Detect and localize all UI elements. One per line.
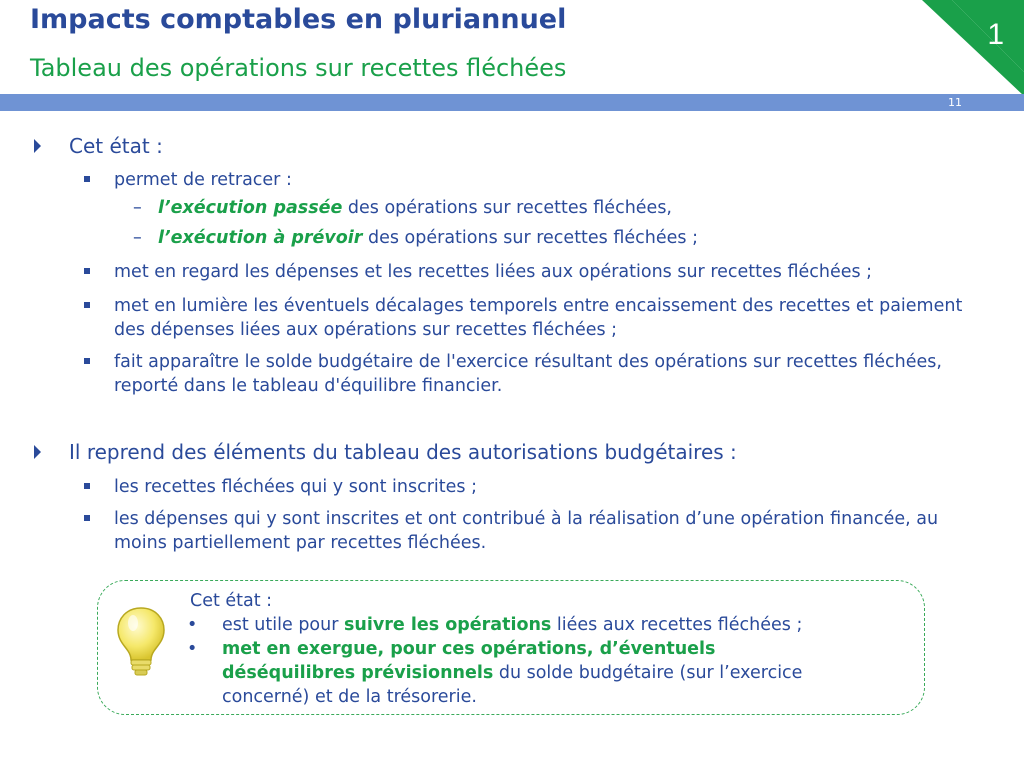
square-bullet-icon: [84, 268, 90, 274]
section2-item2: les dépenses qui y sont inscrites et ont contribué à la réalisation d’une opération financée, au moins partiellement par recettes fléchées.: [114, 509, 939, 553]
dash-bullet: –: [133, 198, 142, 218]
callout-intro: Cet état :: [190, 591, 273, 611]
callout-item2-line2: [222, 663, 802, 683]
section1-item1: permet de retracer :: [114, 170, 292, 190]
callout-bullet: •: [187, 639, 198, 659]
callout-item2-emphasis: met en exergue, pour ces opérations, d’éventuels: [222, 639, 716, 659]
callout-bullet: •: [187, 615, 198, 635]
sub1-emphasis: l’exécution passée: [158, 198, 343, 218]
sub2-text: des opérations sur recettes fléchées ;: [362, 228, 698, 248]
dash-bullet: –: [133, 228, 142, 248]
header-band: [0, 94, 1024, 111]
lightbulb-icon: [115, 605, 167, 677]
bullet-arrow-icon: [34, 445, 41, 459]
page-subtitle: Tableau des opérations sur recettes fléchées: [30, 54, 567, 82]
section1-item2: met en regard les dépenses et les recettes liées aux opérations sur recettes fléchées ;: [114, 262, 873, 282]
section1-sub2: [158, 228, 698, 248]
section2-heading: Il reprend des éléments du tableau des autorisations budgétaires :: [69, 440, 737, 464]
section1-heading: Cet état :: [69, 134, 163, 158]
section1-item3: met en lumière les éventuels décalages temporels entre encaissement des recettes et paiement des dépenses liées aux opérations sur recettes fléchées ;: [114, 296, 963, 340]
callout-item1-pre: est utile pour: [222, 615, 344, 635]
section-number: 1: [987, 18, 1004, 51]
callout-item2-emphasis2: déséquilibres prévisionnels: [222, 663, 494, 683]
section1-item4: fait apparaître le solde budgétaire de l'exercice résultant des opérations sur recettes fléchées, reporté dans le tableau d'équilibre financier.: [114, 352, 942, 396]
callout-item2-line1: [222, 639, 715, 659]
square-bullet-icon: [84, 358, 90, 364]
section1-sub1: [158, 198, 672, 218]
callout-item1-emphasis: suivre les opérations: [343, 615, 552, 635]
corner-ribbon: [922, 0, 1024, 96]
section2-item1: les recettes fléchées qui y sont inscrites ;: [114, 477, 477, 497]
square-bullet-icon: [84, 176, 90, 182]
square-bullet-icon: [84, 515, 90, 521]
bullet-arrow-icon: [34, 139, 41, 153]
callout-item2-line3: concerné) et de la trésorerie.: [222, 687, 477, 707]
callout-item1: [222, 615, 802, 635]
slide-number: 11: [948, 96, 962, 109]
square-bullet-icon: [84, 483, 90, 489]
page-title: Impacts comptables en pluriannuel: [30, 4, 567, 35]
callout-item2-rest: du solde budgétaire (sur l’exercice: [493, 663, 803, 683]
square-bullet-icon: [84, 302, 90, 308]
sub2-emphasis: l’exécution à prévoir: [158, 228, 363, 248]
callout-item1-post: liées aux recettes fléchées ;: [551, 615, 803, 635]
sub1-text: des opérations sur recettes fléchées,: [342, 198, 672, 218]
